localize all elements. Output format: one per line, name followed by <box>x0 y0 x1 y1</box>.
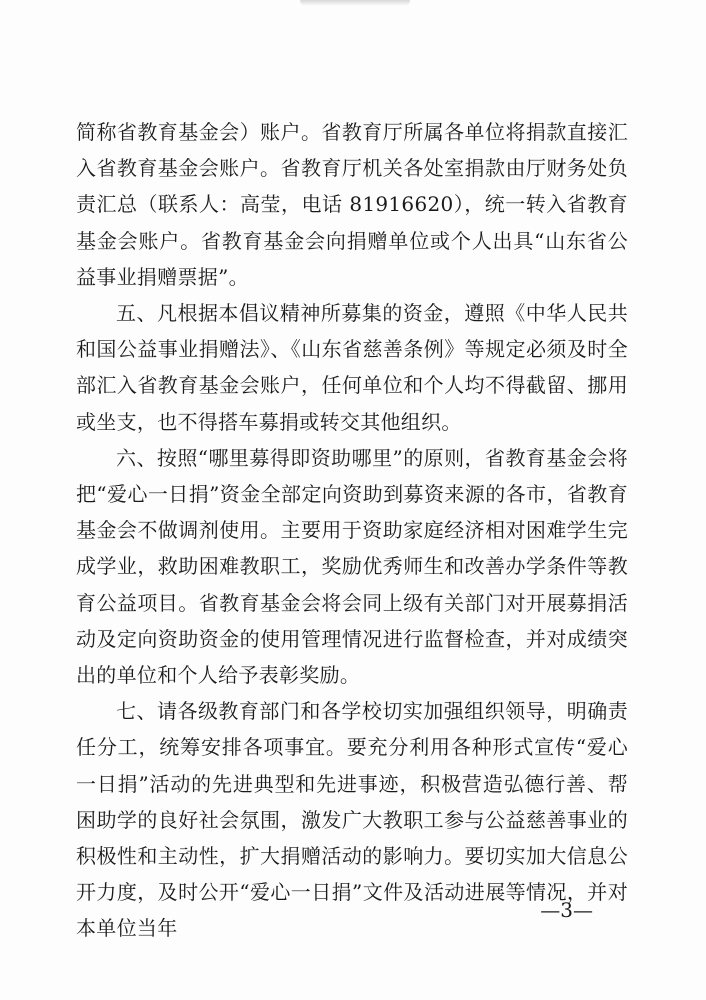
paragraph-continuation: 简称省教育基金会）账户。省教育厅所属各单位将捐款直接汇入省教育基金会账户。省教育厅机关各处室捐款由厅财务处负责汇总（联系人：高莹，电话 81916620），统一转入省教育基金会账户。省教育基金会向捐赠单位或个人出具“山东省公益事业捐赠票据”。 <box>76 120 628 289</box>
paragraph-item-6: 六、按照“哪里募得即资助哪里”的原则，省教育基金会将把“爱心一日捐”资金全部定向资助到募资来源的各市，省教育基金会不做调剂使用。主要用于资助家庭经济相对困难学生完成学业，救助困难教职工，奖励优秀师生和改善办学条件等教育公益项目。省教育基金会将会同上级有关部门对开展募捐活动及定向资助资金的使用管理情况进行监督检查，并对成绩突出的单位和个人给予表彰奖励。 <box>76 445 628 688</box>
paragraph-item-7: 七、请各级教育部门和各学校切实加强组织领导，明确责任分工，统筹安排各项事宜。要充分利用各种形式宣传“爱心一日捐”活动的先进典型和先进事迹，积极营造弘德行善、帮困助学的良好社会氛围，激发广大教职工参与公益慈善事业的积极性和主动性，扩大捐赠活动的影响力。要切实加大信息公开力度，及时公开“爱心一日捐”文件及活动进展等情况，并对本单位当年 <box>76 699 628 941</box>
page-number: —3— <box>540 898 593 922</box>
paragraph-item-5: 五、凡根据本倡议精神所募集的资金，遵照《中华人民共和国公益事业捐赠法》、《山东省慈善条例》等规定必须及时全部汇入省教育基金会账户，任何单位和个人均不得截留、挪用或坐支，也不得搭车募捐或转交其他组织。 <box>76 301 628 434</box>
document-body <box>76 114 628 947</box>
scan-binding-mark <box>300 0 410 6</box>
